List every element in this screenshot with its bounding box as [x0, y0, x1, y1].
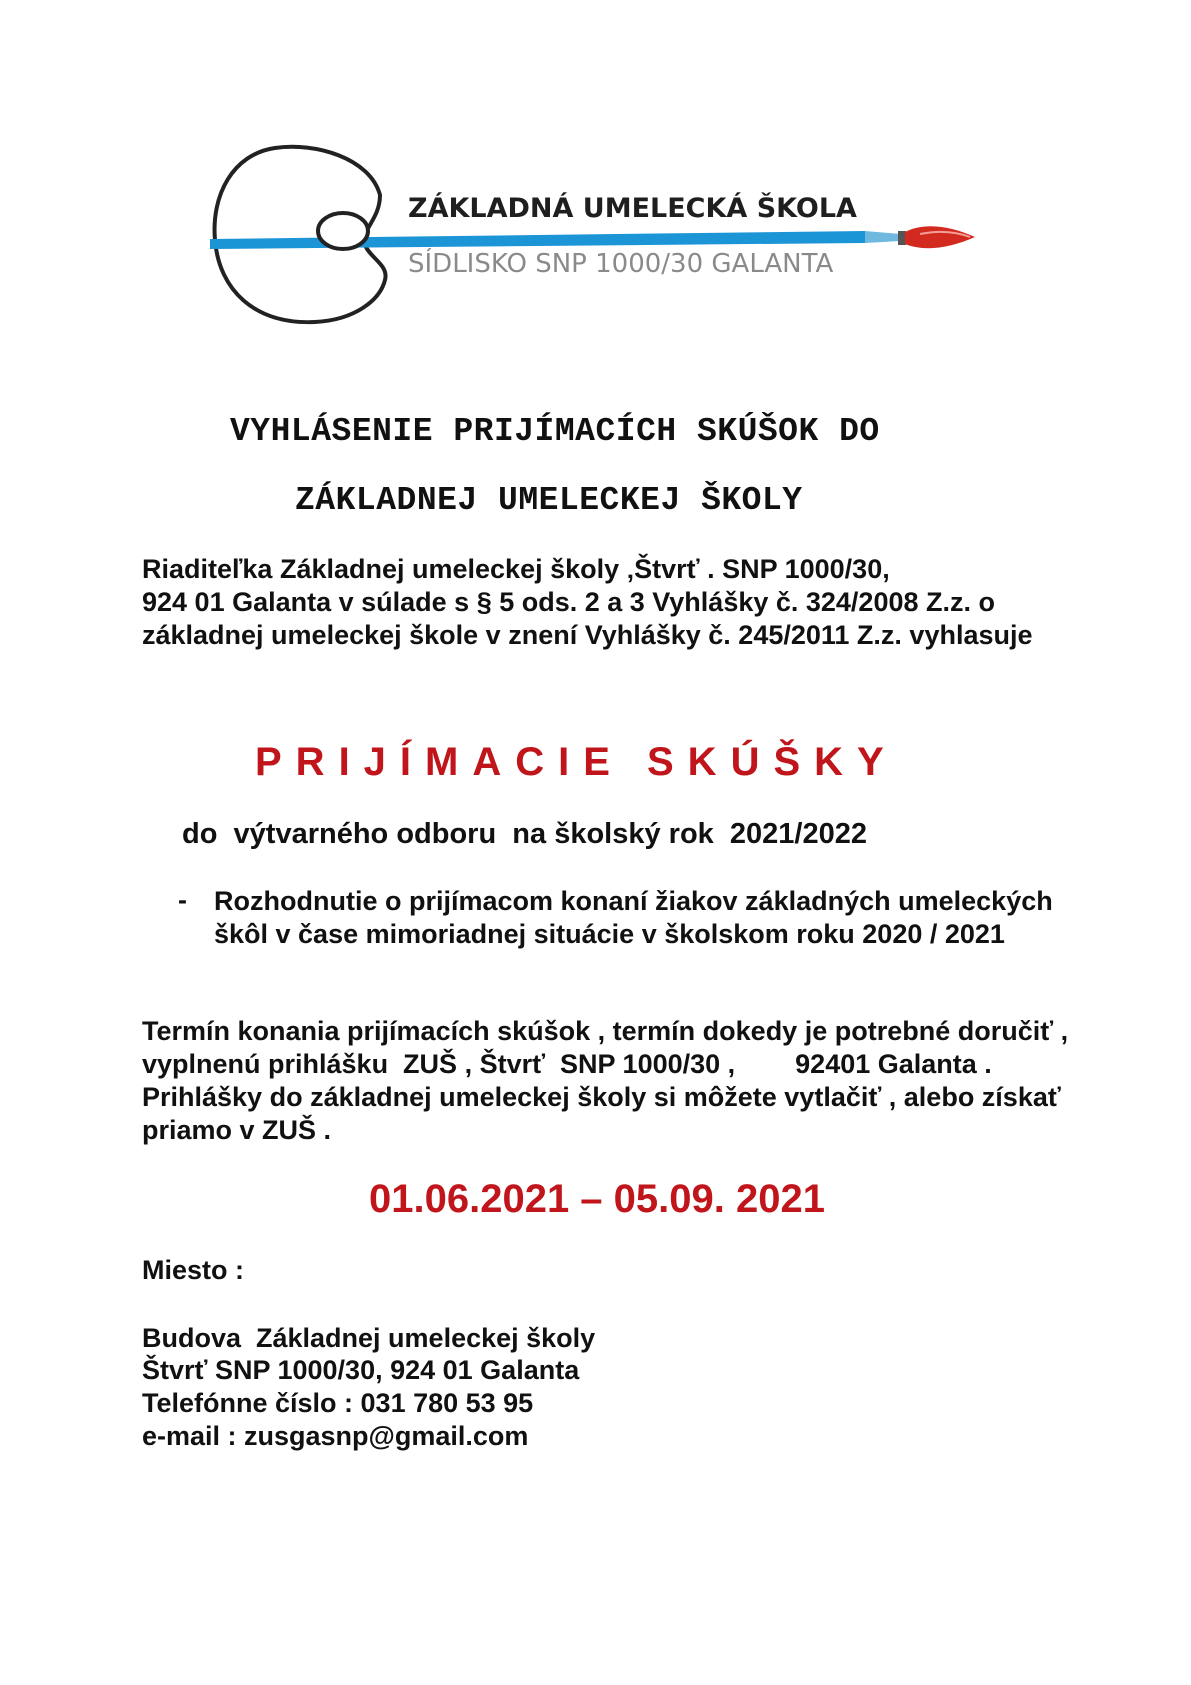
- page-title-line1: VYHLÁSENIE PRIJÍMACÍCH SKÚŠOK DO: [230, 413, 880, 450]
- headline-word1: PRIJÍMACIE: [255, 740, 624, 784]
- bullet-text: Rozhodnutie o prijímacom konaní žiakov základných umeleckých škôl v čase mimoriadnej situácie v školskom roku 2020 / 2021: [214, 886, 1053, 949]
- bullet-marker: -: [178, 885, 187, 915]
- place-building: Budova Základnej umeleckej školy: [142, 1323, 596, 1353]
- place-phone: Telefónne číslo : 031 780 53 95: [142, 1388, 534, 1418]
- intro-paragraph: Riaditeľka Základnej umeleckej školy ‚Štvrť . SNP 1000/30, 924 01 Galanta v súlade s § 5 ods. 2 a 3 Vyhlášky č. 324/2008 Z.z. o základnej umeleckej škole v znení Vyhlášky č. 245/2011 Z.z. vyhlasuje: [142, 554, 1033, 650]
- subtitle: do výtvarného odboru na školský rok 2021/2022: [182, 818, 867, 850]
- place-street: Štvrť SNP 1000/30, 924 01 Galanta: [142, 1355, 580, 1385]
- headline-word2: SKÚŠKY: [647, 740, 898, 784]
- school-logo: [205, 140, 1000, 330]
- logo-school-name: ZÁKLADNÁ UMELECKÁ ŠKOLA: [408, 193, 857, 224]
- page-title-line2: ZÁKLADNEJ UMELECKEJ ŠKOLY: [295, 482, 803, 519]
- exam-dates: 01.06.2021 – 05.09. 2021: [369, 1177, 825, 1221]
- place-email: e-mail : zusgasnp@gmail.com: [142, 1421, 529, 1451]
- place-label: Miesto :: [142, 1255, 245, 1285]
- palette-brush-logo-icon: [210, 147, 975, 322]
- logo-school-address: SÍDLISKO SNP 1000/30 GALANTA: [408, 249, 834, 279]
- terms-paragraph: Termín konania prijímacích skúšok , termín dokedy je potrebné doručiť , vyplnenú prihlášku ZUŠ , Štvrť SNP 1000/30 , 92401 Galanta . Prihlášky do základnej umeleckej školy si môžete vytlačiť , alebo získať priamo v ZUŠ .: [142, 1016, 1076, 1145]
